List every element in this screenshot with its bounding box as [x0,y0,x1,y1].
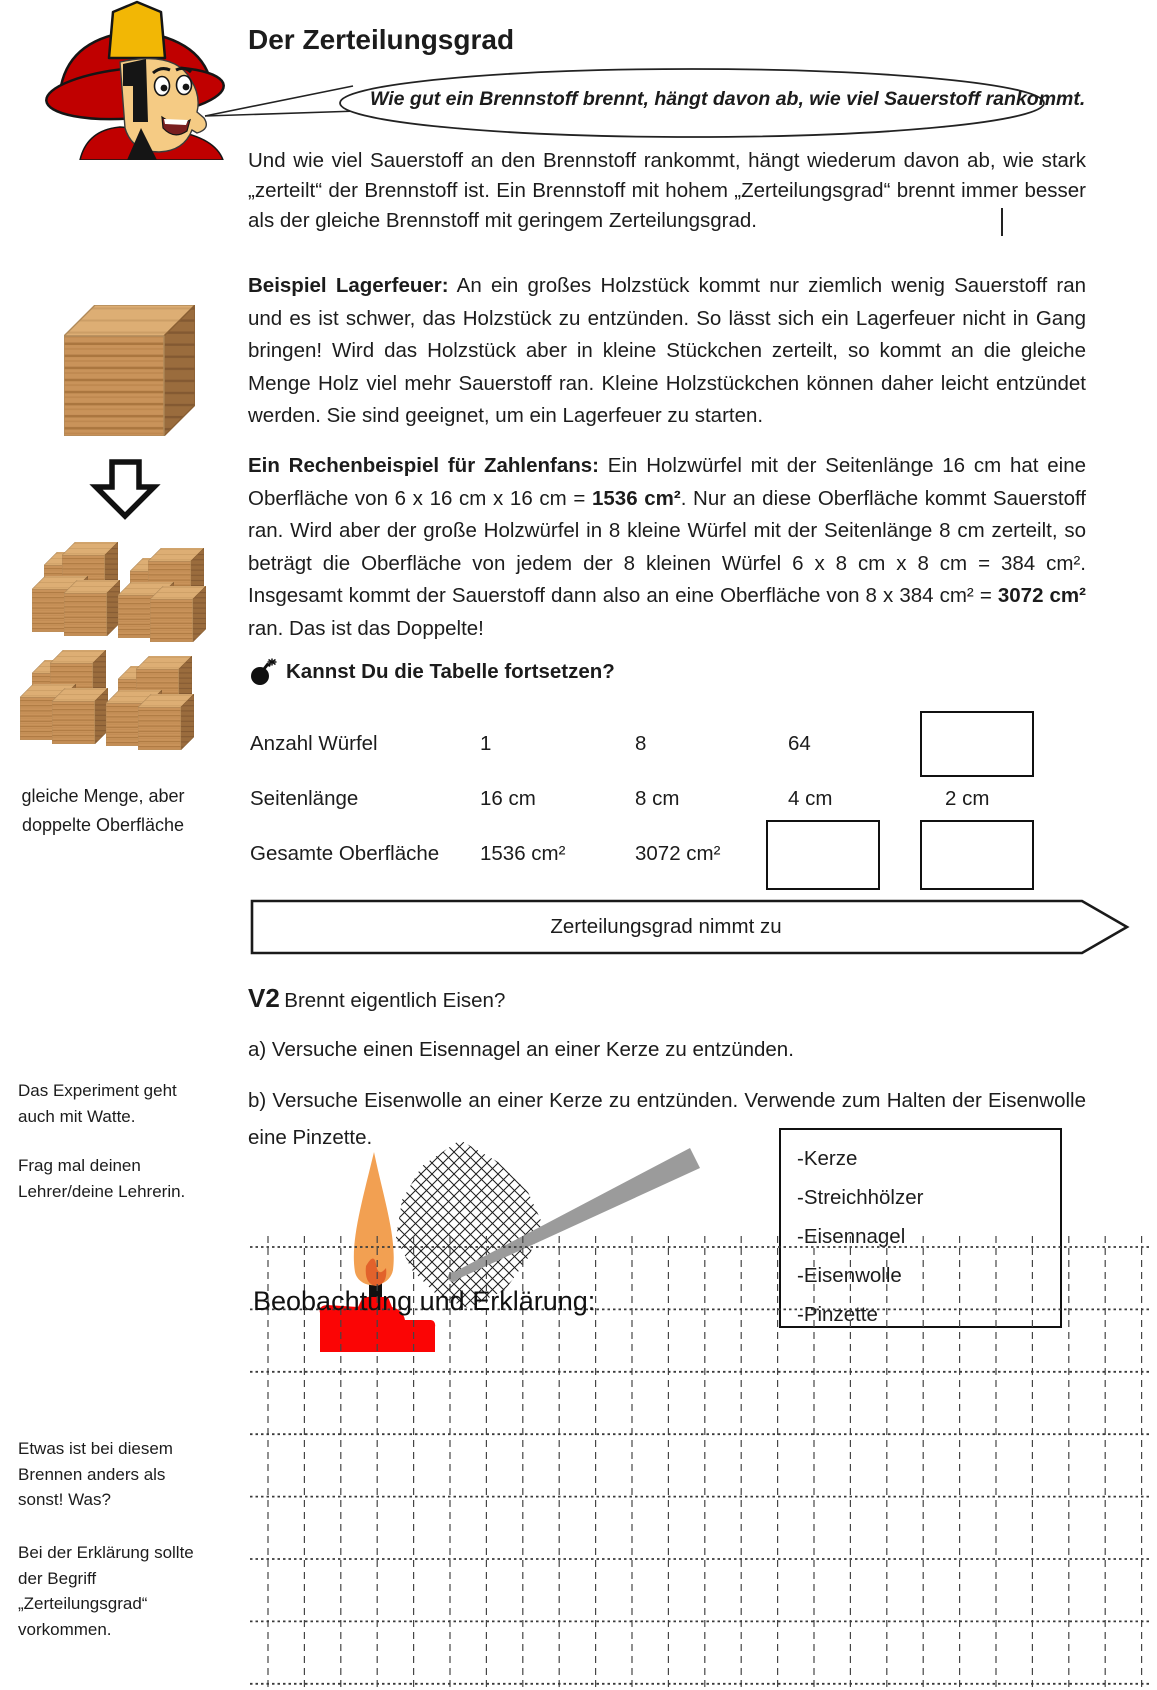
margin-note-begriff: Bei der Erklärung sollte der Begriff „Zerteilungsgrad“ vorkommen. [18,1543,194,1639]
down-arrow-icon [96,462,154,516]
table-question-text: Kannst Du die Tabelle fortsetzen? [286,660,615,683]
experiment-v2-heading [248,983,505,1014]
answer-box-anzahl[interactable] [920,711,1034,777]
table-cell: 2 cm [945,787,990,810]
experiment-step-a: a) Versuche einen Eisennagel an einer Kerze zu entzünden. [248,1038,794,1061]
cube-cluster [118,548,206,642]
experiment-number: V2 [248,983,280,1013]
table-cell: 8 cm [635,787,680,810]
cube-cluster [20,650,108,744]
material-item: -Kerze [797,1147,858,1170]
table-row-label: Gesamte Oberfläche [250,842,440,865]
speech-bubble-text: Wie gut ein Brennstoff brennt, hängt davon ab, wie viel Sauerstoff rankommt. [370,88,1086,110]
bomb-icon [250,658,277,686]
margin-note-anders: Etwas ist bei diesem Brennen anders als sonst! Was? [18,1439,173,1509]
observation-heading: Beobachtung und Erklärung: [253,1286,596,1316]
cube-cluster [106,656,194,750]
experiment-step-b: b) Versuche Eisenwolle an einer Kerze zu entzünden. Verwende zum Halten der Eisenwolle eine Pinzette. [248,1089,1086,1149]
table-cell: 4 cm [788,787,833,810]
big-wood-cube [64,305,195,436]
table-row-label: Anzahl Würfel [250,732,378,755]
table-cell: 1 [480,732,492,755]
material-item: -Streichhölzer [797,1186,924,1209]
text-cursor [1001,208,1003,236]
paragraph-intro: Und wie viel Sauerstoff an den Brennstoff rankommt, hängt wiederum davon ab, wie stark „zerteilt“ der Brennstoff ist. Ein Brennstoff mit hohem „Zerteilungsgrad“ brennt immer besser als der gleiche Brennstoff mit geringem Zerteilungsgrad. [248,149,1086,232]
table-cell: 3072 cm² [635,842,721,865]
cube-cluster [32,542,120,636]
answer-box-oberflaeche-2[interactable] [920,820,1034,890]
table-cell: 8 [635,732,647,755]
material-item: -Eisennagel [797,1225,906,1248]
margin-note-frag: Frag mal deinen Lehrer/deine Lehrerin. [18,1156,186,1201]
cube-caption: gleiche Menge, aber doppelte Oberfläche [21,786,185,835]
paragraph-calculation: Ein Rechenbeispiel für Zahlenfans: Ein Holzwürfel mit der Seitenlänge 16 cm hat eine Oberfläche von 6 x 16 cm x 16 cm = 1536 cm². Nur an diese Oberfläche kommt Sauerstoff ran. Wird aber der große Holzwürfel in 8 kleine Würfel mit der Seitenlänge 8 cm zerteilt, so beträgt die Oberfläche von jedem der 8 kleinen Würfel 6 x 8 cm x 8 cm = 384 cm². Insgesamt kommt der Sauerstoff dann also an eine Oberfläche von 8 x 384 cm² = 3072 cm² ran. Das ist das Doppelte! [248,454,1086,640]
table-cell: 1536 cm² [480,842,566,865]
answer-box-oberflaeche-1[interactable] [766,820,880,890]
table-row-label: Seitenlänge [250,787,359,810]
banner-text: Zerteilungsgrad nimmt zu [550,915,782,938]
table-cell: 16 cm [480,787,536,810]
table-cell: 64 [788,732,811,755]
experiment-question: Brennt eigentlich Eisen? [284,989,506,1012]
page-title: Der Zerteilungsgrad [248,24,515,55]
table-question-line [250,658,615,686]
margin-note-watte: Das Experiment geht auch mit Watte. [18,1081,177,1126]
paragraph-campfire: Beispiel Lagerfeuer: An ein großes Holzstück kommt nur ziemlich wenig Sauerstoff ran und es ist schwer, das Holzstück zu entzünden. So lässt sich ein Lagerfeuer nicht in Gang bringen! Wird das Holzstück aber in kleine Stückchen zerteilt, so kommt an die gleiche Menge Holz viel mehr Sauerstoff ran. Kleine Holzstückchen können daher leicht entzündet werden. Sie sind geeignet, um ein Lagerfeuer zu starten. [248,274,1086,427]
material-item: -Eisenwolle [797,1264,902,1287]
material-item: -Pinzette [797,1303,878,1326]
